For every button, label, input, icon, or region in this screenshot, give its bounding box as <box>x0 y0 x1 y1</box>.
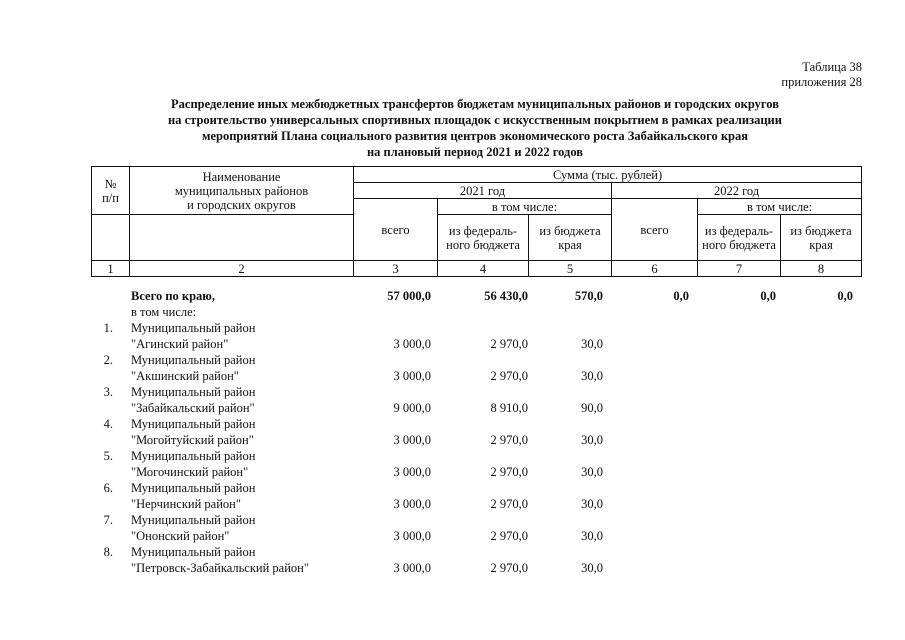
row-federal: 2 970,0 <box>490 337 528 351</box>
title-line: на плановый период 2021 и 2022 годов <box>366 145 584 159</box>
including-label: в том числе: <box>131 305 197 319</box>
row-total: 3 000,0 <box>393 369 431 383</box>
row-federal: 2 970,0 <box>490 561 528 575</box>
header-regional-2022: из бюджета края <box>781 215 862 261</box>
row-number: 2. <box>103 353 113 367</box>
appendix-number: приложения 28 <box>781 75 862 89</box>
table-row <box>91 384 861 400</box>
table-row <box>91 352 861 368</box>
row-federal: 2 970,0 <box>490 529 528 543</box>
row-number: 1. <box>103 321 113 335</box>
header-number: № п/п <box>92 167 130 215</box>
row-name: "Могойтуйский район" <box>131 433 254 447</box>
totals-value: 56 430,0 <box>484 289 528 303</box>
table-row <box>91 416 861 432</box>
totals-value: 570,0 <box>574 289 603 303</box>
row-name: "Петровск-Забайкальский район" <box>131 561 309 575</box>
totals-label: Всего по краю, <box>131 289 215 303</box>
document-title <box>90 96 860 160</box>
row-regional: 30,0 <box>581 369 603 383</box>
row-total: 3 000,0 <box>393 561 431 575</box>
header-regional-2021: из бюджета края <box>529 215 612 261</box>
table-number: Таблица 38 <box>802 60 862 74</box>
row-name: "Забайкальский район" <box>131 401 255 415</box>
totals-value: 0,0 <box>837 289 853 303</box>
table-row <box>91 320 861 336</box>
row-federal: 2 970,0 <box>490 433 528 447</box>
row-number: 6. <box>103 481 113 495</box>
row-total: 9 000,0 <box>393 401 431 415</box>
row-name: "Агинский район" <box>131 337 229 351</box>
row-regional: 30,0 <box>581 337 603 351</box>
row-federal: 2 970,0 <box>490 369 528 383</box>
row-name: "Ононский район" <box>131 529 230 543</box>
header-federal-2022: из федераль- ного бюджета <box>698 215 781 261</box>
header-total-2021: всего <box>354 199 438 261</box>
header-year-2022: 2022 год <box>612 183 862 199</box>
row-total: 3 000,0 <box>393 497 431 511</box>
column-number: 2 <box>130 261 354 277</box>
table-row-values <box>91 432 861 448</box>
row-total: 3 000,0 <box>393 465 431 479</box>
row-name: "Акшинский район" <box>131 369 239 383</box>
column-number: 7 <box>698 261 781 277</box>
table-row-values <box>91 336 861 352</box>
table-row-values <box>91 368 861 384</box>
header-federal-2021: из федераль- ного бюджета <box>438 215 529 261</box>
totals-value: 57 000,0 <box>387 289 431 303</box>
totals-row <box>91 288 861 304</box>
row-number: 4. <box>103 417 113 431</box>
header-including-2021: в том числе: <box>438 199 612 215</box>
table-row-values <box>91 464 861 480</box>
column-numbers-row <box>92 261 862 277</box>
row-number: 7. <box>103 513 113 527</box>
row-federal: 8 910,0 <box>490 401 528 415</box>
row-name: Муниципальный район <box>131 513 256 527</box>
table-row <box>91 448 861 464</box>
header-sum: Сумма (тыс. рублей) <box>354 167 862 183</box>
page-reference <box>781 60 862 90</box>
header-total-2022: всего <box>612 199 698 261</box>
header-including-2022: в том числе: <box>698 199 862 215</box>
table-row <box>91 480 861 496</box>
row-total: 3 000,0 <box>393 529 431 543</box>
including-row <box>91 304 861 320</box>
row-regional: 90,0 <box>581 401 603 415</box>
totals-value: 0,0 <box>760 289 776 303</box>
title-line: на строительство универсальных спортивных площадок с искусственным покрытием в рамках реализации <box>168 113 782 127</box>
table-row-values <box>91 560 861 576</box>
column-number: 4 <box>438 261 529 277</box>
title-line: Распределение иных межбюджетных трансфертов бюджетам муниципальных районов и городских округов <box>171 97 779 111</box>
totals-value: 0,0 <box>673 289 689 303</box>
row-name: Муниципальный район <box>131 545 256 559</box>
row-regional: 30,0 <box>581 529 603 543</box>
row-regional: 30,0 <box>581 497 603 511</box>
column-number: 5 <box>529 261 612 277</box>
row-number: 5. <box>103 449 113 463</box>
title-line: мероприятий Плана социального развития центров экономического роста Забайкальского края <box>201 129 749 143</box>
row-name: Муниципальный район <box>131 385 256 399</box>
row-total: 3 000,0 <box>393 337 431 351</box>
row-total: 3 000,0 <box>393 433 431 447</box>
table-header <box>91 166 862 277</box>
table-row <box>91 544 861 560</box>
column-number: 8 <box>781 261 862 277</box>
row-name: Муниципальный район <box>131 449 256 463</box>
header-name: Наименование муниципальных районов и городских округов <box>130 167 354 215</box>
row-name: Муниципальный район <box>131 321 256 335</box>
row-name: "Нерчинский район" <box>131 497 241 511</box>
row-name: "Могочинский район" <box>131 465 249 479</box>
row-federal: 2 970,0 <box>490 497 528 511</box>
row-number: 3. <box>103 385 113 399</box>
table-row-values <box>91 400 861 416</box>
table-row-values <box>91 528 861 544</box>
table-row-values <box>91 496 861 512</box>
row-name: Муниципальный район <box>131 481 256 495</box>
column-number: 3 <box>354 261 438 277</box>
column-number: 6 <box>612 261 698 277</box>
row-regional: 30,0 <box>581 465 603 479</box>
column-number: 1 <box>92 261 130 277</box>
row-federal: 2 970,0 <box>490 465 528 479</box>
header-year-2021: 2021 год <box>354 183 612 199</box>
table-row <box>91 512 861 528</box>
row-name: Муниципальный район <box>131 417 256 431</box>
row-regional: 30,0 <box>581 433 603 447</box>
row-number: 8. <box>103 545 113 559</box>
row-name: Муниципальный район <box>131 353 256 367</box>
table-body <box>91 288 861 576</box>
row-regional: 30,0 <box>581 561 603 575</box>
